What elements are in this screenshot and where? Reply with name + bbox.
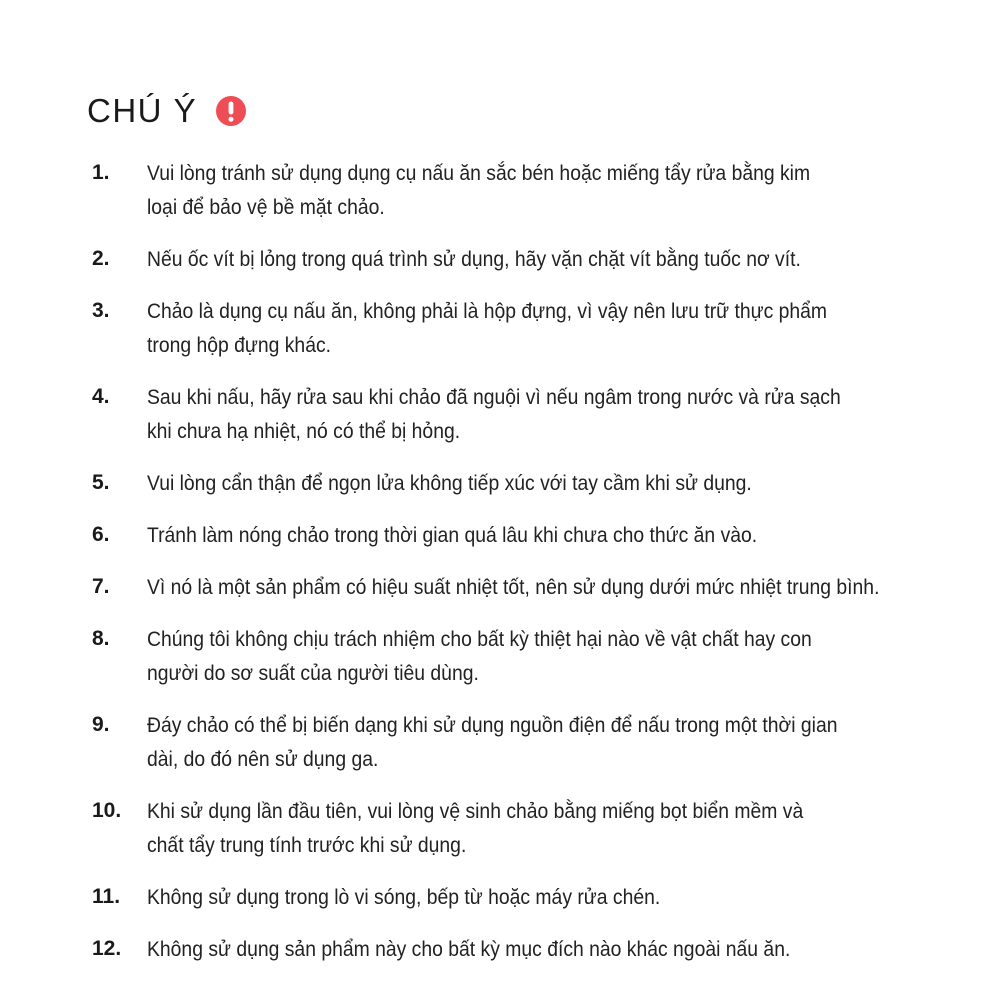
list-item bbox=[92, 570, 952, 604]
list-item bbox=[92, 708, 952, 776]
item-text bbox=[147, 518, 872, 552]
item-text bbox=[147, 932, 872, 966]
item-text bbox=[147, 242, 872, 276]
item-number: 1. bbox=[92, 161, 110, 184]
item-text bbox=[147, 570, 879, 604]
item-number: 8. bbox=[92, 627, 110, 650]
item-text bbox=[147, 466, 872, 500]
item-text-line: Nếu ốc vít bị lỏng trong quá trình sử dụng, hãy vặn chặt vít bằng tuốc nơ vít. bbox=[147, 247, 801, 271]
exclamation-circle-icon bbox=[215, 95, 247, 127]
item-text-line: Khi sử dụng lần đầu tiên, vui lòng vệ sinh chảo bằng miếng bọt biển mềm và bbox=[147, 799, 804, 823]
item-text bbox=[147, 380, 872, 448]
list-item bbox=[92, 156, 952, 224]
list-item bbox=[92, 622, 952, 690]
item-number: 6. bbox=[92, 523, 110, 546]
item-text-line: chất tẩy trung tính trước khi sử dụng. bbox=[147, 833, 467, 857]
item-text-line: Đáy chảo có thể bị biến dạng khi sử dụng nguồn điện để nấu trong một thời gian bbox=[147, 713, 838, 737]
item-text-line: Vui lòng cẩn thận để ngọn lửa không tiếp xúc với tay cầm khi sử dụng. bbox=[147, 471, 752, 495]
item-text-line: Chúng tôi không chịu trách nhiệm cho bất kỳ thiệt hại nào về vật chất hay con bbox=[147, 627, 812, 651]
item-text-line: người do sơ suất của người tiêu dùng. bbox=[147, 661, 479, 685]
header bbox=[87, 88, 247, 134]
list-item bbox=[92, 794, 952, 862]
item-text-line: Không sử dụng sản phẩm này cho bất kỳ mục đích nào khác ngoài nấu ăn. bbox=[147, 937, 791, 961]
item-text-line: Chảo là dụng cụ nấu ăn, không phải là hộp đựng, vì vậy nên lưu trữ thực phẩm bbox=[147, 299, 828, 323]
item-number: 11. bbox=[92, 885, 121, 908]
item-text bbox=[147, 708, 872, 776]
item-text-line: Vui lòng tránh sử dụng dụng cụ nấu ăn sắc bén hoặc miếng tẩy rửa bằng kim bbox=[147, 161, 811, 185]
notes-list bbox=[92, 156, 952, 984]
item-number: 7. bbox=[92, 575, 110, 598]
item-text-line: Sau khi nấu, hãy rửa sau khi chảo đã nguội vì nếu ngâm trong nước và rửa sạch bbox=[147, 385, 841, 409]
item-text bbox=[147, 156, 872, 224]
item-text-line: Không sử dụng trong lò vi sóng, bếp từ hoặc máy rửa chén. bbox=[147, 885, 661, 909]
page-title: CHÚ Ý bbox=[87, 92, 198, 129]
item-text-line: Tránh làm nóng chảo trong thời gian quá lâu khi chưa cho thức ăn vào. bbox=[147, 523, 758, 547]
list-item bbox=[92, 380, 952, 448]
item-text bbox=[147, 294, 872, 362]
item-text bbox=[147, 880, 872, 914]
item-text-line: trong hộp đựng khác. bbox=[147, 333, 332, 357]
item-text-line: dài, do đó nên sử dụng ga. bbox=[147, 747, 379, 771]
item-number: 3. bbox=[92, 299, 110, 322]
item-text bbox=[147, 794, 872, 862]
item-number: 5. bbox=[92, 471, 110, 494]
list-item bbox=[92, 518, 952, 552]
list-item bbox=[92, 932, 952, 966]
item-text-line: khi chưa hạ nhiệt, nó có thể bị hỏng. bbox=[147, 419, 461, 443]
list-item bbox=[92, 880, 952, 914]
list-item bbox=[92, 242, 952, 276]
list-item bbox=[92, 294, 952, 362]
item-number: 12. bbox=[92, 937, 122, 960]
list-item bbox=[92, 466, 952, 500]
item-text-line: loại để bảo vệ bề mặt chảo. bbox=[147, 195, 385, 219]
item-number: 9. bbox=[92, 713, 110, 736]
item-number: 10. bbox=[92, 799, 122, 822]
item-number: 2. bbox=[92, 247, 110, 270]
item-text bbox=[147, 622, 872, 690]
item-number: 4. bbox=[92, 385, 110, 408]
item-text-line: Vì nó là một sản phẩm có hiệu suất nhiệt tốt, nên sử dụng dưới mức nhiệt trung bình. bbox=[147, 575, 880, 599]
